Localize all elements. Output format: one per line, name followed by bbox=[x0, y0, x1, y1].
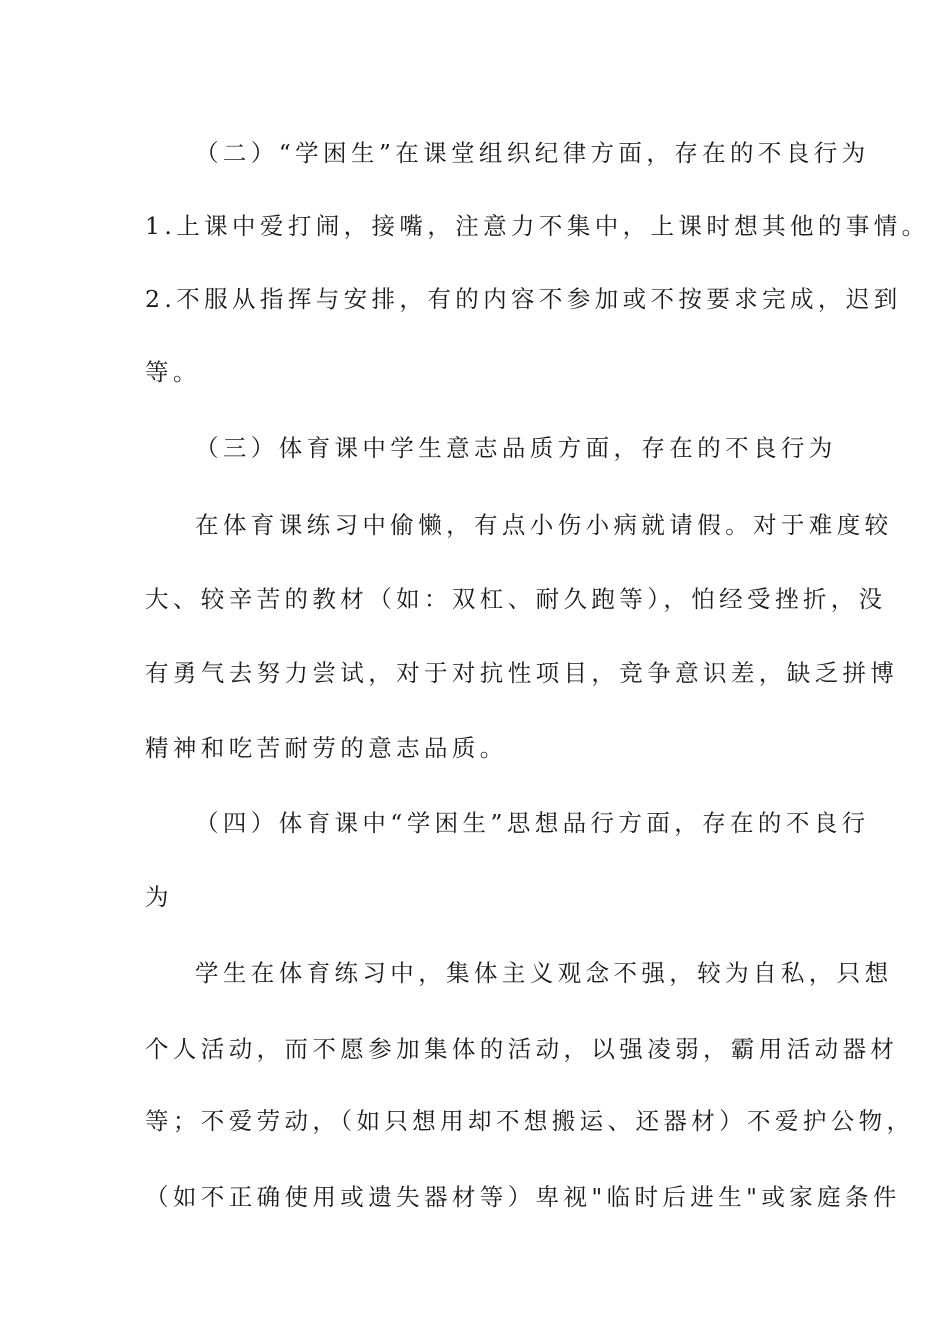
paragraph-line: 精神和吃苦耐劳的意志品质。 bbox=[145, 734, 508, 762]
paragraph-line: 2.不服从指挥与安排，有的内容不参加或不按要求完成，迟到 bbox=[145, 285, 902, 313]
paragraph-line: （如不正确使用或遗失器材等）卑视"临时后进生"或家庭条件 bbox=[145, 1183, 901, 1211]
paragraph-line: 大、较辛苦的教材（如：双杠、耐久跑等），怕经受挫折，没 bbox=[145, 585, 887, 613]
paragraph-line: 学生在体育练习中，集体主义观念不强，较为自私，只想 bbox=[195, 959, 893, 987]
paragraph-line: 有勇气去努力尝试，对于对抗性项目，竞争意识差，缺乏拼博 bbox=[145, 659, 899, 687]
paragraph-line: 1.上课中爱打闹，接嘴，注意力不集中，上课时想其他的事情。 bbox=[145, 212, 930, 240]
paragraph-line: 个人活动，而不愿参加集体的活动，以强凌弱，霸用活动器材 bbox=[145, 1035, 899, 1063]
paragraph-line: 在体育课练习中偷懒，有点小伤小病就请假。对于难度较 bbox=[195, 511, 893, 539]
section-heading-4-continued: 为 bbox=[145, 883, 173, 911]
paragraph-line: 等；不爱劳动，（如只想用却不想搬运、还器材）不爱护公物， bbox=[145, 1107, 915, 1135]
section-heading-4: （四）体育课中“学困生”思想品行方面，存在的不良行 bbox=[195, 809, 870, 837]
section-heading-2: （二）“学困生”在课堂组织纪律方面，存在的不良行为 bbox=[195, 139, 870, 167]
section-heading-3: （三）体育课中学生意志品质方面，存在的不良行为 bbox=[195, 434, 837, 462]
paragraph-line: 等。 bbox=[145, 358, 201, 386]
